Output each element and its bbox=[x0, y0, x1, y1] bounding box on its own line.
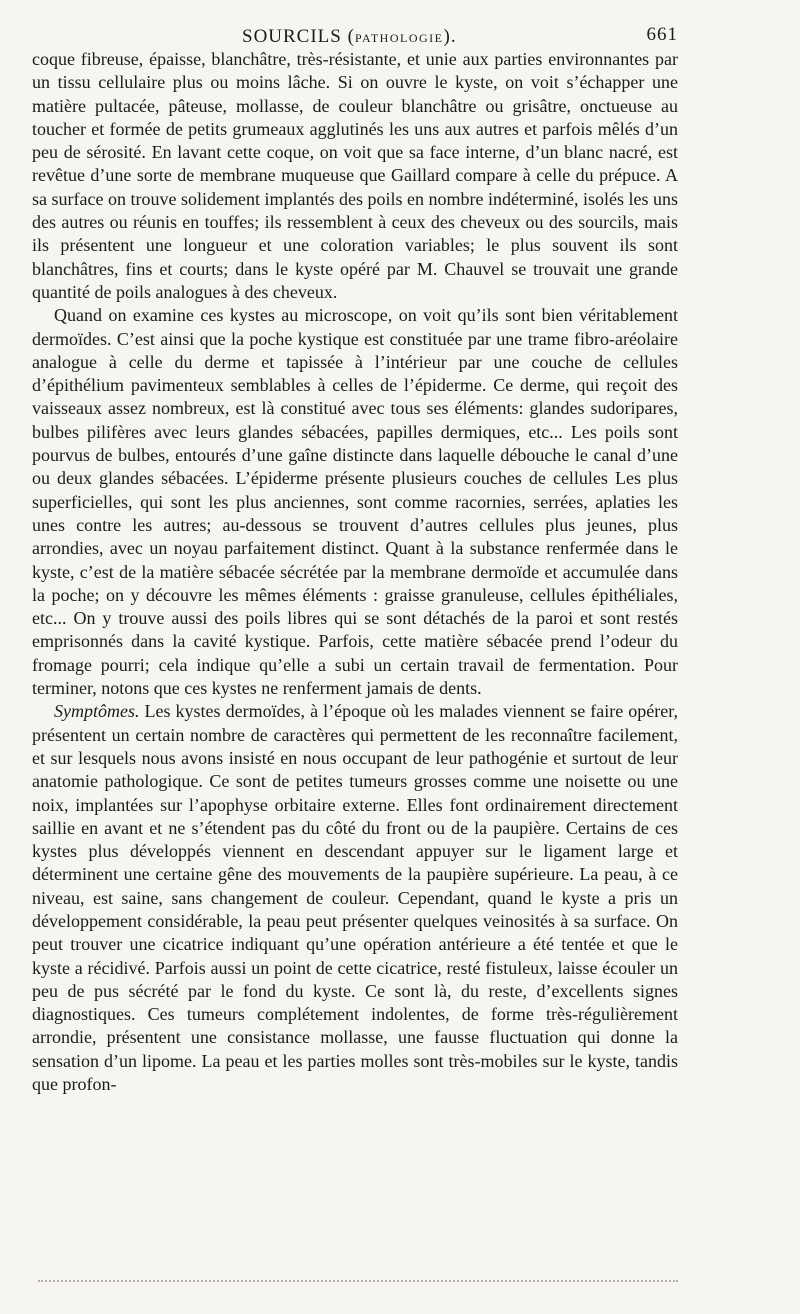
running-title-main: SOURCILS bbox=[242, 26, 342, 47]
body-text bbox=[32, 48, 678, 1096]
footer-dotted-rule bbox=[38, 1272, 678, 1282]
page-number: 661 bbox=[646, 24, 678, 45]
running-title-sub: PATHOLOGIE bbox=[354, 31, 444, 45]
paragraph bbox=[32, 48, 678, 304]
paragraph bbox=[32, 700, 678, 1096]
running-title: SOURCILS (PATHOLOGIE). bbox=[242, 26, 457, 47]
paragraph-text: Quand on examine ces kystes au microscope, on voit qu’ils sont bien véritablement dermoïdes. C’est ainsi que la poche kystique est constituée par une trame fibro-aréolaire analogue à celle du derme et tapissée à l’intérieur par une couche de cellules d’épithélium pavimenteux semblables à celles de l’épiderme. Ce derme, qui reçoit des vaisseaux assez nombreux, est là constitué avec tous ses éléments: glandes sudoripares, bulbes pilifères avec leurs glandes sébacées, papilles dermiques, etc... Les poils sont pourvus de bulbes, entourés d’une gaîne distincte dans laquelle débouche le canal d’une ou deux glandes sébacées. L’épiderme présente plusieurs couches de cellules Les plus superficielles, qui sont les plus anciennes, sont comme racornies, serrées, aplaties les unes contre les autres; au-dessous se trouvent d’autres cellules plus jeunes, plus arrondies, avec un noyau parfaitement distinct. Quant à la substance renfermée dans le kyste, c’est de la matière sébacée sécrétée par la membrane dermoïde et accumulée dans la poche; on y découvre les mêmes éléments : graisse granuleuse, cellules épithéliales, etc... On y trouve aussi des poils libres qui se sont détachés de la paroi et sont restés emprisonnés dans la cavité kystique. Parfois, cette matière sébacée prend l’odeur du fromage pourri; cela indique qu’elle a subi un certain travail de fermentation. Pour terminer, notons que ces kystes ne renferment jamais de dents. bbox=[32, 305, 678, 699]
section-lead: Symptômes. bbox=[54, 701, 140, 722]
paragraph-text: Les kystes dermoïdes, à l’époque où les malades viennent se faire opérer, présentent un certain nombre de caractères qui permettent de les reconnaître facilement, et sur lesquels nous avons insisté en nous occupant de leur pathogénie et surtout de leur anatomie pathologique. Ce sont de petites tumeurs grosses comme une noisette ou une noix, implantées sur l’apophyse orbitaire externe. Elles font ordinairement directement saillie en avant et ne s’étendent pas du côté du front ou de la paupière. Certains de ces kystes plus développés viennent en descendant appuyer sur le ligament large et déterminent une certaine gêne des mouvements de la paupière supérieure. La peau, à ce niveau, est saine, sans changement de couleur. Cependant, quand le kyste a pris un développement considérable, la peau peut présenter quelques veinosités à sa surface. On peut trouver une cicatrice indiquant qu’une opération antérieure a été tentée et que le kyste a récidivé. Parfois aussi un point de cette cicatrice, resté fistuleux, laisse écouler un peu de pus sécrété par le fond du kyste. Ce sont là, du reste, d’excellents signes diagnostiques. Ces tumeurs complétement indolentes, de forme très-régulièrement arrondie, présentent une consistance mollasse, une fausse fluctuation qui donne la sensation d’un lipome. La peau et les parties molles sont très-mobiles sur le kyste, tandis que profon- bbox=[32, 701, 678, 1095]
paragraph bbox=[32, 304, 678, 700]
paragraph-text: coque fibreuse, épaisse, blanchâtre, très-résistante, et unie aux parties environnantes par un tissu cellulaire plus ou moins lâche. Si on ouvre le kyste, on voit s’échapper une matière pultacée, pâteuse, mollasse, de couleur blanchâtre ou grisâtre, onctueuse au toucher et formée de petits grumeaux agglutinés les uns aux autres et parfois mêlés d’un peu de sérosité. En lavant cette coque, on voit que sa face interne, d’un blanc nacré, est revêtue d’une sorte de membrane muqueuse que Gaillard compare à celle du prépuce. A sa surface on trouve solidement implantés des poils en nombre indéterminé, isolés les uns des autres ou réunis en touffes; ils ressemblent à ceux des cheveux ou des sourcils, mais ils présentent une longueur et une coloration variables; le plus souvent ils sont blanchâtres, fins et courts; dans le kyste opéré par M. Chauvel se trouvait une grande quantité de poils analogues à des cheveux. bbox=[32, 49, 678, 302]
